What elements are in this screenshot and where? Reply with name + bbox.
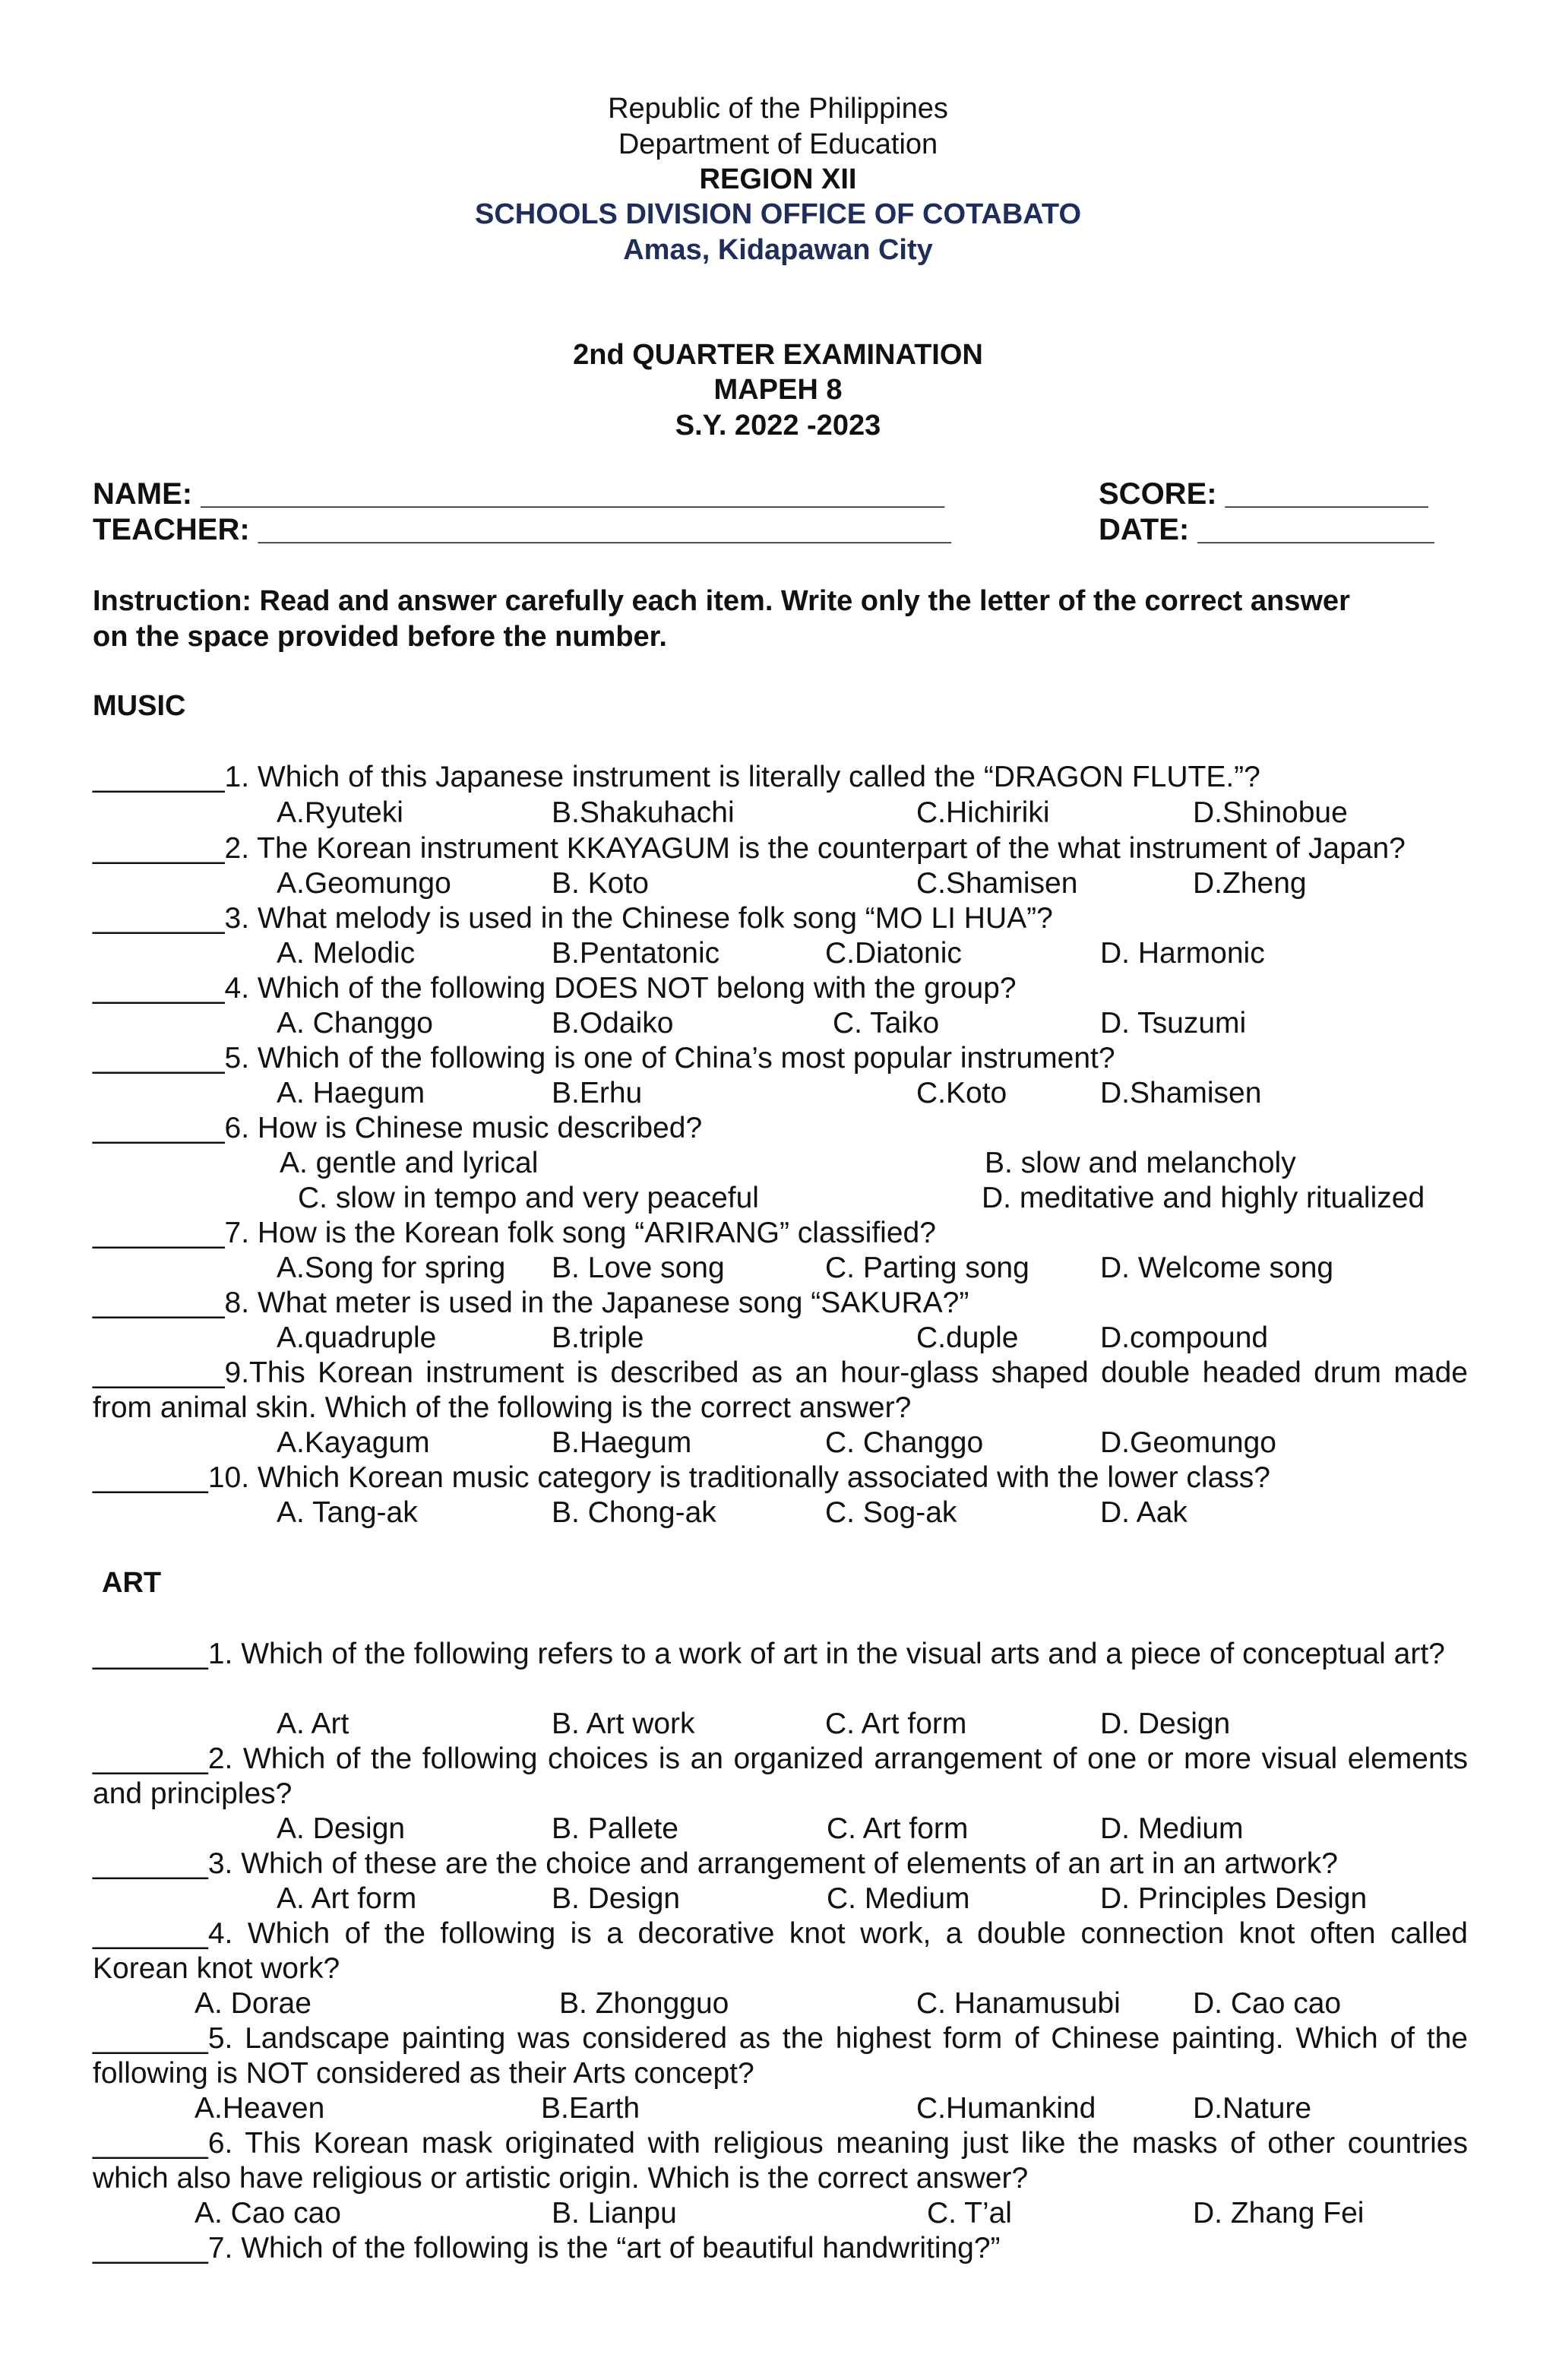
art-question-4: _______4. Which of the following is a decorative knot work, a double connection knot often called Korean knot work? — [93, 1917, 1468, 1985]
option-c: C.Diatonic — [825, 937, 962, 970]
option-b: B. Pallete — [552, 1812, 678, 1845]
option-a: A. Dorae — [194, 1987, 312, 2020]
music-question-6: ________6. How is Chinese music described? — [93, 1112, 703, 1144]
option-c: C.duple — [916, 1321, 1019, 1354]
option-c: C. Taiko — [833, 1007, 940, 1040]
option-a: A. gentle and lyrical — [280, 1147, 539, 1179]
option-b: B.Odaiko — [552, 1007, 674, 1040]
option-d: D. Zhang Fei — [1193, 2197, 1365, 2230]
header-department: Department of Education — [618, 128, 938, 160]
option-a: A. Changgo — [277, 1007, 433, 1040]
option-c: C.Hichiriki — [916, 796, 1050, 829]
option-b: B. Love song — [552, 1252, 725, 1284]
option-b: B. Zhongguo — [559, 1987, 729, 2020]
option-a: A. Melodic — [277, 937, 416, 970]
instruction-line-2: on the space provided before the number. — [93, 621, 667, 653]
option-a: A. Tang-ak — [277, 1496, 418, 1529]
header-region: REGION XII — [699, 163, 857, 195]
option-b: B. Art work — [552, 1707, 695, 1740]
option-b: B.Shakuhachi — [552, 796, 735, 829]
option-d: D. Harmonic — [1100, 937, 1265, 970]
art-question-1: _______1. Which of the following refers to a work of art in the visual arts and a piece of conceptual art? — [93, 1638, 1445, 1670]
art-question-2: _______2. Which of the following choices is an organized arrangement of one or more visual elements and principles? — [93, 1742, 1468, 1810]
music-section-title: MUSIC — [93, 690, 186, 722]
option-c: C. Hanamusubi — [916, 1987, 1121, 2020]
option-b: B. slow and melancholy — [985, 1147, 1296, 1179]
option-a: A.Song for spring — [277, 1252, 506, 1284]
option-d: D. Aak — [1100, 1496, 1188, 1529]
music-question-7: ________7. How is the Korean folk song “ARIRANG” classified? — [93, 1217, 936, 1249]
exam-subject: MAPEH 8 — [713, 374, 843, 406]
option-b: B.triple — [552, 1321, 644, 1354]
option-a: A.Kayagum — [277, 1426, 430, 1459]
option-b: B. Koto — [552, 867, 649, 900]
option-d: D.Geomungo — [1100, 1426, 1276, 1459]
music-question-9: ________9.This Korean instrument is described as an hour-glass shaped double headed drum made from animal skin. Which of the following is the correct answer? — [93, 1356, 1468, 1424]
option-b: B.Pentatonic — [552, 937, 720, 970]
art-question-3: _______3. Which of these are the choice and arrangement of elements of an art in an artwork? — [93, 1847, 1338, 1880]
art-question-6: _______6. This Korean mask originated with religious meaning just like the masks of other countries which also have religious or artistic origin. Which is the correct answer? — [93, 2127, 1468, 2195]
option-c: C. Sog-ak — [825, 1496, 957, 1529]
music-question-4: ________4. Which of the following DOES NOT belong with the group? — [93, 972, 1017, 1005]
instruction-line-1: Instruction: Read and answer carefully each item. Write only the letter of the correct answer — [93, 585, 1350, 617]
option-b: B.Haegum — [552, 1426, 692, 1459]
option-c: C. Art form — [825, 1707, 967, 1740]
header-republic: Republic of the Philippines — [608, 93, 948, 125]
option-d: D. Cao cao — [1193, 1987, 1342, 2020]
music-question-8: ________8. What meter is used in the Japanese song “SAKURA?” — [93, 1287, 969, 1319]
music-question-1: ________1. Which of this Japanese instrument is literally called the “DRAGON FLUTE.”? — [93, 761, 1260, 793]
option-c: C. Changgo — [825, 1426, 984, 1459]
art-question-7: _______7. Which of the following is the “art of beautiful handwriting?” — [93, 2232, 1001, 2264]
option-d: D. Medium — [1100, 1812, 1244, 1845]
exam-title: 2nd QUARTER EXAMINATION — [573, 339, 983, 371]
teacher-field[interactable]: TEACHER: _________________________________________ — [93, 513, 951, 546]
option-a: A. Art — [277, 1707, 349, 1740]
option-c: C. T’al — [927, 2197, 1012, 2230]
option-c: C. Parting song — [825, 1252, 1029, 1284]
option-d: D.Shinobue — [1193, 796, 1348, 829]
option-d: D.compound — [1100, 1321, 1269, 1354]
option-c: C.Humankind — [916, 2092, 1096, 2125]
score-field[interactable]: SCORE: ____________ — [1099, 477, 1428, 511]
option-c: C. slow in tempo and very peaceful — [298, 1182, 759, 1214]
option-a: A.Ryuteki — [277, 796, 403, 829]
date-field[interactable]: DATE: ______________ — [1099, 513, 1434, 546]
art-question-5: _______5. Landscape painting was considered as the highest form of Chinese painting. Which of the following is NOT considered as their Arts concept? — [93, 2022, 1468, 2090]
option-d: D.Nature — [1193, 2092, 1312, 2125]
option-a: A. Haegum — [277, 1077, 425, 1109]
option-c: C. Art form — [827, 1812, 969, 1845]
option-a: A. Design — [277, 1812, 406, 1845]
music-question-5: ________5. Which of the following is one of China’s most popular instrument? — [93, 1042, 1115, 1074]
option-d: D.Zheng — [1193, 867, 1307, 900]
option-b: B. Chong-ak — [552, 1496, 716, 1529]
header-division: SCHOOLS DIVISION OFFICE OF COTABATO — [474, 198, 1082, 230]
option-b: B. Design — [552, 1882, 681, 1915]
option-a: A.Heaven — [194, 2092, 325, 2125]
option-d: D. Tsuzumi — [1100, 1007, 1247, 1040]
header-address: Amas, Kidapawan City — [623, 234, 933, 266]
option-d: D. Design — [1100, 1707, 1231, 1740]
option-b: B.Erhu — [552, 1077, 643, 1109]
music-question-2: ________2. The Korean instrument KKAYAGUM is the counterpart of the what instrument of Japan? — [93, 832, 1406, 865]
exam-school-year: S.Y. 2022 -2023 — [675, 410, 881, 442]
option-b: B. Lianpu — [552, 2197, 677, 2230]
option-a: A. Cao cao — [194, 2197, 341, 2230]
art-section-title: ART — [102, 1567, 162, 1599]
option-c: C.Shamisen — [916, 867, 1078, 900]
option-b: B.Earth — [541, 2092, 640, 2125]
name-field[interactable]: NAME: ____________________________________________ — [93, 477, 945, 511]
option-c: C.Koto — [916, 1077, 1007, 1109]
music-question-3: ________3. What melody is used in the Chinese folk song “MO LI HUA”? — [93, 902, 1053, 935]
option-d: D.Shamisen — [1100, 1077, 1262, 1109]
option-d: D. meditative and highly ritualized — [982, 1182, 1425, 1214]
option-a: A.quadruple — [277, 1321, 437, 1354]
option-d: D. Principles Design — [1100, 1882, 1368, 1915]
option-a: A. Art form — [277, 1882, 417, 1915]
option-c: C. Medium — [827, 1882, 970, 1915]
music-question-10: _______10. Which Korean music category is traditionally associated with the lower class? — [93, 1461, 1270, 1494]
option-a: A.Geomungo — [277, 867, 451, 900]
option-d: D. Welcome song — [1100, 1252, 1334, 1284]
